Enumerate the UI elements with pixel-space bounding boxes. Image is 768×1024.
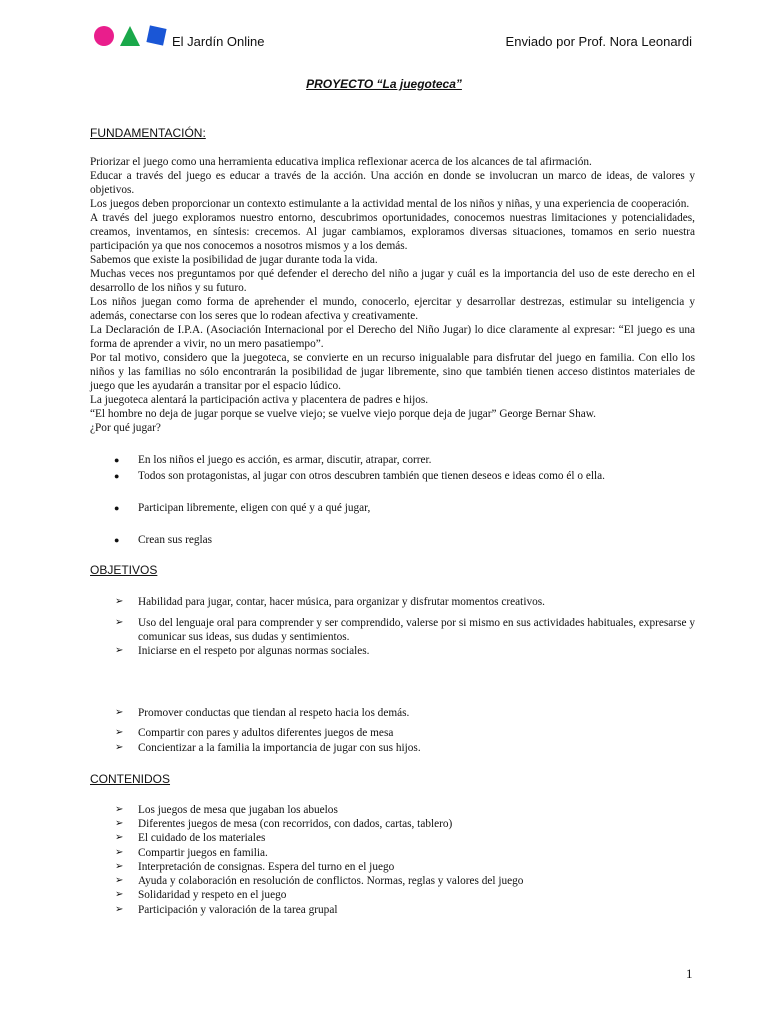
pink-circle-icon [94, 26, 114, 46]
arrow-bullet-icon: ➢ [115, 596, 124, 607]
bullet-icon: ● [114, 455, 120, 465]
arrow-bullet-icon: ➢ [115, 832, 124, 843]
bullet-icon: ● [114, 471, 120, 481]
paragraph: La juegoteca alentará la participación activa y placentera de padres e hijos. [90, 394, 429, 406]
fundamentacion-body [90, 155, 695, 435]
bullet-icon: ● [114, 535, 120, 545]
paragraph: “El hombre no deja de jugar porque se vuelve viejo; se vuelve viejo porque deja de jugar” George Bernar Shaw. [90, 408, 596, 420]
green-triangle-icon [120, 26, 140, 46]
list-item-text: Diferentes juegos de mesa (con recorridos, con dados, cartas, tablero) [138, 818, 453, 830]
list-item-text: Participan libremente, eligen con qué y a qué jugar, [138, 502, 371, 514]
list-item-text: Solidaridad y respeto en el juego [138, 889, 287, 901]
list-item-text: Iniciarse en el respeto por algunas normas sociales. [138, 645, 370, 657]
arrow-bullet-icon: ➢ [115, 818, 124, 829]
list-item-text: Ayuda y colaboración en resolución de conflictos. Normas, reglas y valores del juego [138, 875, 524, 887]
paragraph: Por tal motivo, considero que la juegoteca, se convierte en un recurso inigualable para disfrutar del juego en familia. Con ello los niños y las familias no sólo encontrarán la posibilidad de jugar libremente, sino que también tienen acceso distintos materiales de juego que les ayudarán a transitar por el espacio lúdico. [90, 352, 695, 392]
arrow-bullet-icon: ➢ [115, 727, 124, 738]
paragraph: ¿Por qué jugar? [90, 422, 161, 434]
page-header [92, 20, 702, 50]
list-item-text: Promover conductas que tiendan al respeto hacia los demás. [138, 707, 410, 719]
list-item-text: Habilidad para jugar, contar, hacer música, para organizar y disfrutar momentos creativos. [138, 596, 545, 608]
list-item-text: Participación y valoración de la tarea grupal [138, 904, 338, 916]
paragraph: Los juegos deben proporcionar un contexto estimulante a la actividad mental de los niños y niñas, y una experiencia de cooperación. [90, 198, 690, 210]
list-item-text: El cuidado de los materiales [138, 832, 266, 844]
list-item-text: Uso del lenguaje oral para comprender y ser comprendido, valerse por si mismo en sus actividades habituales, expresarse y comunicar sus ideas, sus dudas y sentimientos. [138, 617, 695, 643]
heading-objetivos: OBJETIVOS [90, 563, 158, 577]
arrow-bullet-icon: ➢ [115, 742, 124, 753]
blue-square-icon [146, 25, 166, 45]
list-item-text: En los niños el juego es acción, es armar, discutir, atrapar, correr. [138, 454, 432, 466]
paragraph: Sabemos que existe la posibilidad de jugar durante toda la vida. [90, 254, 378, 266]
arrow-bullet-icon: ➢ [115, 645, 124, 656]
arrow-bullet-icon: ➢ [115, 707, 124, 718]
arrow-bullet-icon: ➢ [115, 861, 124, 872]
bullet-icon: ● [114, 503, 120, 513]
list-item-text: Concientizar a la familia la importancia de jugar con sus hijos. [138, 742, 421, 754]
arrow-bullet-icon: ➢ [115, 904, 124, 915]
document-title: PROYECTO “La juegoteca” [306, 77, 462, 91]
paragraph: La Declaración de I.P.A. (Asociación Internacional por el Derecho del Niño Jugar) lo dice claramente al expresar: “El juego es una forma de aprender a vivir, no un mero pasatiempo”. [90, 324, 695, 350]
heading-fundamentacion: FUNDAMENTACIÓN: [90, 126, 206, 140]
list-item-text: Todos son protagonistas, al jugar con otros descubren también que tienen deseos e ideas como él o ella. [138, 470, 605, 482]
arrow-bullet-icon: ➢ [115, 875, 124, 886]
list-item-text: Crean sus reglas [138, 534, 213, 546]
sender-credit: Enviado por Prof. Nora Leonardi [505, 34, 692, 49]
list-item-text: Los juegos de mesa que jugaban los abuelos [138, 804, 338, 816]
page-number: 1 [686, 966, 693, 981]
list-item-text: Compartir juegos en familia. [138, 847, 268, 859]
arrow-bullet-icon: ➢ [115, 804, 124, 815]
paragraph: Muchas veces nos preguntamos por qué defender el derecho del niño a jugar y cuál es la importancia del uso de este derecho en el desarrollo de los niños y su futuro. [90, 268, 695, 294]
arrow-bullet-icon: ➢ [115, 617, 124, 628]
paragraph: A través del juego exploramos nuestro entorno, descubrimos oportunidades, conocemos nuestras limitaciones y potencialidades, creamos, inventamos, en síntesis: crecemos. Al jugar cambiamos, exploramos diversas situaciones, tomamos en serio nuestra participación ya que nos conocemos a nosotros mismos y a los demás. [90, 212, 695, 252]
brand-name: El Jardín Online [172, 34, 265, 49]
paragraph: Los niños juegan como forma de aprehender el mundo, conocerlo, ejercitar y desarrollar destrezas, estimular su inteligencia y además, conectarse con los seres que lo rodean afectiva y creativamente. [90, 296, 695, 322]
arrow-bullet-icon: ➢ [115, 847, 124, 858]
list-item-text: Compartir con pares y adultos diferentes juegos de mesa [138, 727, 394, 739]
paragraph: Educar a través del juego es educar a través de la acción. Una acción en donde se involucran un marco de ideas, de valores y objetivos. [90, 170, 695, 196]
paragraph: Priorizar el juego como una herramienta educativa implica reflexionar acerca de los alcances de tal afirmación. [90, 156, 592, 168]
list-item-text: Interpretación de consignas. Espera del turno en el juego [138, 861, 395, 873]
arrow-bullet-icon: ➢ [115, 889, 124, 900]
heading-contenidos: CONTENIDOS [90, 772, 171, 786]
logo-shapes-icon [92, 24, 172, 48]
